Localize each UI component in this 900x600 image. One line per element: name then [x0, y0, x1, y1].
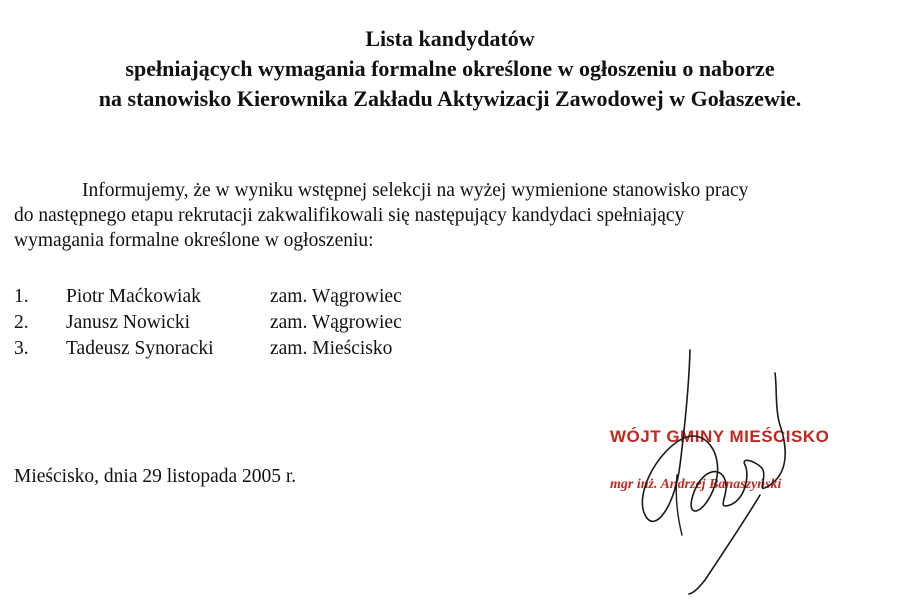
candidate-number: 1.: [14, 286, 29, 307]
intro-line-3: wymagania formalne określone w ogłoszeniu:: [14, 230, 374, 251]
title-line-3: na stanowisko Kierownika Zakładu Aktywizacji Zawodowej w Gołaszewie.: [98, 86, 802, 111]
candidate-number: 3.: [14, 338, 29, 359]
candidate-row: [14, 284, 402, 310]
intro-line-2: do następnego etapu rekrutacji zakwalifikowali się następujący kandydaci spełniający: [14, 205, 685, 226]
candidate-row: [14, 310, 402, 336]
handwritten-signature: [585, 345, 825, 595]
candidate-address: zam. Mieścisko: [270, 338, 393, 359]
candidate-row: [14, 336, 402, 362]
place-date: Mieścisko, dnia 29 listopada 2005 r.: [14, 466, 297, 487]
stamp-name: mgr inż. Andrzej Banaszyński: [610, 477, 782, 492]
candidate-address: zam. Wągrowiec: [270, 286, 402, 307]
candidate-number: 2.: [14, 312, 29, 333]
candidate-list: [14, 284, 402, 362]
candidate-address: zam. Wągrowiec: [270, 312, 402, 333]
stamp-title: WÓJT GMINY MIEŚCISKO: [610, 427, 830, 446]
candidate-name: Piotr Maćkowiak: [66, 286, 201, 307]
candidate-name: Janusz Nowicki: [66, 312, 191, 333]
intro-line-1: Informujemy, że w wyniku wstępnej selekcji na wyżej wymienione stanowisko pracy: [82, 180, 749, 201]
intro-paragraph: [14, 178, 894, 253]
document-title: [0, 24, 900, 114]
title-line-2: spełniających wymagania formalne określone w ogłoszeniu o naborze: [125, 56, 775, 81]
candidate-name: Tadeusz Synoracki: [66, 338, 214, 359]
title-line-1: Lista kandydatów: [365, 26, 535, 51]
